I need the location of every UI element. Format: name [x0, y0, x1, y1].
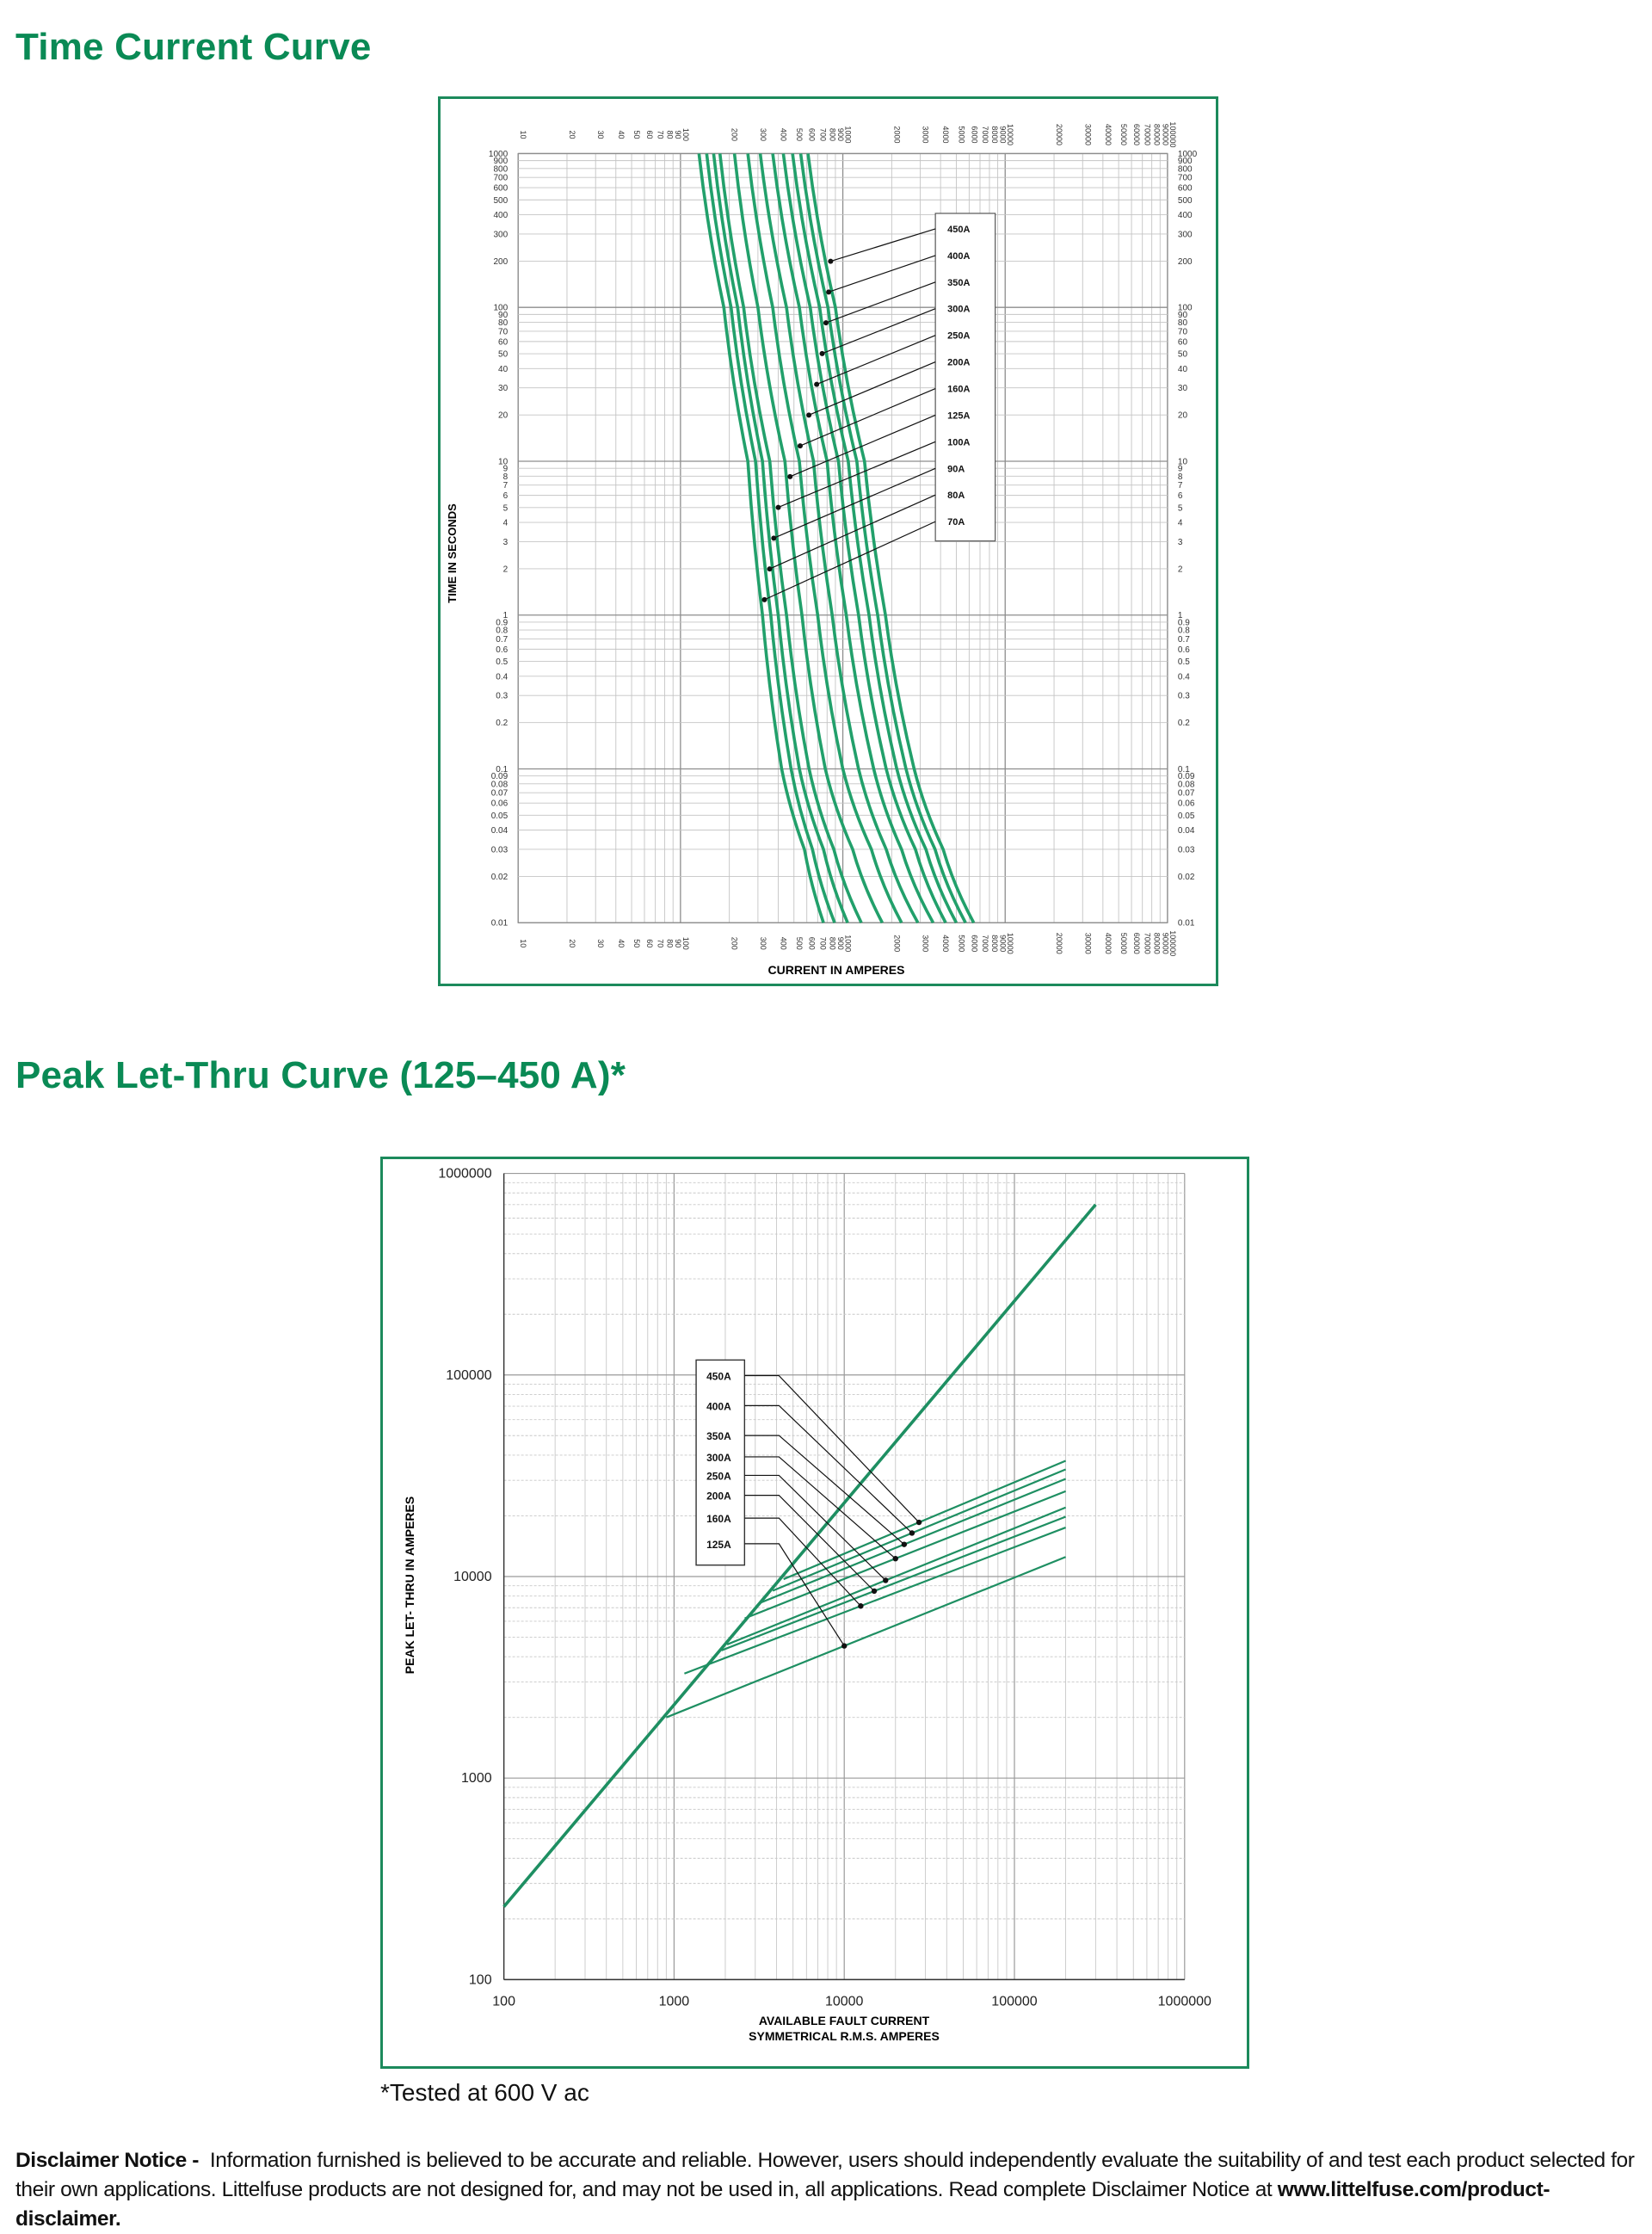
chart1-x-tick-label-top: 50: [632, 130, 642, 139]
chart1-legend-arrowhead-400A: [826, 289, 831, 294]
chart1-x-tick-label-top: 500: [794, 127, 804, 141]
chart1-legend-box: [935, 213, 996, 541]
chart2-legend-label-300A: 300A: [706, 1451, 731, 1464]
chart1-x-tick-label-top: 900: [835, 127, 845, 141]
disclaimer-label: Disclaimer Notice -: [15, 2149, 199, 2172]
chart1-x-tick-label-bottom: 500: [794, 936, 804, 950]
chart1-y-tick-label-right: 0.01: [1177, 918, 1195, 929]
chart1-x-tick-label-top: 100000: [1168, 121, 1177, 148]
chart1-y-tick-label-left: 2: [502, 565, 509, 575]
chart2-legend: [696, 1360, 922, 1648]
chart1-legend-arrowhead-250A: [814, 382, 819, 387]
chart2-legend-arrowhead-450A: [916, 1520, 922, 1525]
chart2-legend-arrow-450A: [744, 1376, 919, 1522]
chart2-x-tick-label: 10000: [824, 1994, 864, 2009]
chart1-legend-arrowhead-300A: [820, 351, 825, 356]
chart1-y-tick-label-left: 3: [502, 537, 509, 547]
chart1-y-tick-label-right: 0.09: [1177, 772, 1195, 782]
chart2-x-axis-label-line1: AVAILABLE FAULT CURRENT: [758, 2014, 930, 2027]
chart1-x-tick-label-top: 300: [758, 127, 767, 141]
chart1-x-tick-label-bottom: 7000: [981, 935, 990, 953]
chart1-y-tick-label-left: 40: [498, 364, 509, 374]
chart1-x-tick-label-bottom: 300: [758, 936, 767, 950]
chart1-legend-arrowhead-200A: [806, 412, 811, 417]
chart1-x-tick-label-bottom: 3000: [921, 935, 930, 953]
chart1-x-tick-label-top: 10: [519, 130, 528, 139]
chart1-legend-label-300A: 300A: [947, 304, 971, 315]
chart1-y-tick-label-right: 2: [1177, 565, 1183, 575]
chart1-y-tick-label-left: 0.09: [490, 772, 509, 782]
chart1-y-tick-label-left: 4: [502, 518, 509, 528]
chart1-y-tick-label-right: 0.9: [1177, 618, 1190, 628]
chart1-y-tick-label-left: 0.06: [490, 799, 509, 809]
chart1-y-tick-label-right: 1: [1177, 611, 1183, 621]
chart1-y-tick-label-left: 60: [498, 337, 509, 348]
chart1-y-tick-label-right: 80: [1177, 318, 1188, 329]
chart1-y-tick-label-left: 6: [502, 491, 509, 502]
chart1-y-tick-label-right: 100: [1177, 303, 1193, 313]
chart1-x-tick-label-bottom: 100000: [1168, 930, 1177, 957]
chart2-x-tick-label: 100: [492, 1994, 515, 2009]
chart1-y-tick-label-left: 8: [502, 472, 509, 482]
chart1-x-tick-label-bottom: 80000: [1152, 932, 1162, 954]
chart2-x-axis-label: [749, 2014, 940, 2043]
chart1-y-tick-label-left: 0.07: [490, 788, 509, 799]
chart2-x-tick-label: 100000: [991, 1994, 1038, 2009]
time-current-chart: [441, 99, 1216, 984]
chart1-x-tick-label-bottom: 30000: [1083, 932, 1093, 954]
chart1-x-tick-label-top: 5000: [957, 126, 966, 144]
chart1-y-tick-label-left: 10: [498, 457, 509, 467]
chart1-y-tick-label-left: 600: [493, 183, 509, 194]
chart2-legend-arrow-400A: [744, 1405, 912, 1533]
chart1-x-tick-label-bottom: 60: [645, 939, 655, 948]
chart1-legend-label-250A: 250A: [947, 330, 971, 342]
chart1-y-tick-label-left: 0.3: [496, 691, 509, 701]
chart1-y-tick-label-left: 900: [493, 157, 509, 167]
chart1-legend-arrowhead-450A: [828, 259, 833, 264]
chart1-x-tick-label-bottom: 10000: [1006, 932, 1015, 954]
chart2-y-tick-label: 100000: [446, 1367, 492, 1383]
chart1-y-tick-label-right: 0.7: [1177, 634, 1190, 645]
time-current-curve-title: Time Current Curve: [15, 26, 372, 68]
chart1-x-tick-label-bottom: 30: [596, 939, 606, 948]
chart1-y-tick-label-right: 0.08: [1177, 780, 1195, 790]
chart1-y-tick-label-left: 200: [493, 256, 509, 267]
chart1-y-axis-label: TIME IN SECONDS: [446, 503, 459, 603]
chart1-y-tick-label-right: 3: [1177, 537, 1183, 547]
chart1-x-axis-label: CURRENT IN AMPERES: [767, 963, 905, 977]
chart1-y-tick-label-left: 0.9: [496, 618, 509, 628]
chart1-legend-label-400A: 400A: [947, 250, 971, 262]
chart1-y-tick-label-left: 5: [502, 503, 509, 514]
chart1-x-tick-label-bottom: 10: [519, 939, 528, 948]
chart1-x-tick-label-bottom: 80: [665, 939, 675, 948]
chart1-x-tick-label-top: 2000: [892, 126, 902, 144]
chart1-legend-label-160A: 160A: [947, 384, 971, 395]
chart2-y-tick-label: 1000: [461, 1771, 492, 1787]
chart1-legend-arrowhead-80A: [767, 566, 773, 571]
chart1-legend-label-200A: 200A: [947, 357, 971, 368]
chart1-x-tick-label-top: 50000: [1119, 123, 1129, 145]
chart1-x-tick-label-top: 9000: [998, 126, 1008, 144]
chart1-x-tick-label-top: 60000: [1132, 123, 1142, 145]
chart1-y-tick-label-right: 8: [1177, 472, 1183, 482]
chart1-y-tick-label-left: 0.04: [490, 826, 509, 836]
chart1-x-tick-label-top: 100: [681, 127, 690, 141]
chart1-legend-label-125A: 125A: [947, 410, 971, 422]
chart1-x-tick-label-bottom: 60000: [1132, 932, 1142, 954]
chart1-legend-label-100A: 100A: [947, 437, 971, 448]
chart1-y-tick-label-left: 0.4: [496, 672, 509, 682]
chart1-x-tick-label-top: 3000: [921, 126, 930, 144]
chart1-y-tick-label-right: 0.6: [1177, 645, 1190, 655]
chart1-x-tick-label-top: 10000: [1006, 123, 1015, 145]
chart1-x-tick-label-bottom: 400: [779, 936, 788, 950]
chart1-y-tick-label-left: 800: [493, 164, 509, 175]
chart1-y-tick-label-left: 0.7: [496, 634, 509, 645]
chart1-x-tick-label-bottom: 6000: [970, 935, 979, 953]
chart1-y-tick-label-left: 0.05: [490, 811, 509, 821]
chart1-x-tick-label-bottom: 8000: [989, 935, 999, 953]
chart1-x-tick-label-bottom: 40: [616, 939, 626, 948]
chart1-y-tick-label-right: 0.5: [1177, 657, 1190, 668]
chart2-legend-arrowhead-200A: [872, 1589, 877, 1594]
chart1-x-tick-label-bottom: 800: [828, 936, 837, 950]
chart1-y-tick-label-right: 500: [1177, 195, 1193, 206]
chart1-y-tick-label-right: 1000: [1177, 149, 1198, 159]
chart1-legend-arrowhead-90A: [771, 535, 776, 540]
chart1-y-tick-label-right: 400: [1177, 211, 1193, 221]
footnote: *Tested at 600 V ac: [380, 2079, 589, 2106]
chart1-x-tick-label-top: 4000: [941, 126, 951, 144]
chart2-y-tick-label: 100: [468, 1972, 492, 1988]
chart1-y-tick-label-left: 0.2: [496, 719, 509, 729]
chart1-y-tick-label-right: 700: [1177, 173, 1193, 183]
chart1-y-tick-label-right: 0.2: [1177, 719, 1190, 729]
chart2-legend-arrow-250A: [744, 1475, 885, 1580]
chart1-x-tick-label-bottom: 2000: [892, 935, 902, 953]
chart1-x-tick-label-bottom: 9000: [998, 935, 1008, 953]
disclaimer-link[interactable]: www.littelfuse.com/product-disclaimer.: [15, 2178, 1550, 2231]
chart1-x-tick-label-bottom: 4000: [941, 935, 951, 953]
chart2-series-450A: [784, 1461, 1066, 1580]
chart1-y-tick-label-right: 0.3: [1177, 691, 1190, 701]
chart2-grid: [504, 1174, 1185, 1980]
chart1-y-tick-label-left: 30: [498, 384, 509, 394]
peak-let-thru-chart: [383, 1159, 1247, 2066]
chart2-x-tick-label: 1000000: [1157, 1994, 1211, 2009]
chart1-x-tick-label-top: 90000: [1161, 123, 1170, 145]
chart1-y-tick-label-left: 0.02: [490, 872, 509, 882]
chart2-legend-label-125A: 125A: [706, 1538, 731, 1551]
chart1-x-tick-label-top: 800: [828, 127, 837, 141]
chart1-x-tick-label-top: 700: [818, 127, 828, 141]
chart1-y-tick-label-left: 1: [502, 611, 509, 621]
chart1-y-tick-label-right: 900: [1177, 157, 1193, 167]
chart1-x-tick-label-top: 6000: [970, 126, 979, 144]
chart2-legend-label-250A: 250A: [706, 1470, 731, 1483]
chart1-x-tick-label-top: 80: [665, 130, 675, 139]
chart1-y-tick-label-right: 300: [1177, 230, 1193, 240]
chart1-y-tick-label-right: 200: [1177, 256, 1193, 267]
chart2-y-tick-label: 1000000: [438, 1166, 492, 1182]
chart1-x-tick-label-top: 40000: [1103, 123, 1113, 145]
chart1-x-tick-label-top: 600: [807, 127, 817, 141]
chart1-y-tick-label-right: 40: [1177, 364, 1188, 374]
chart1-y-tick-label-right: 10: [1177, 457, 1188, 467]
chart1-y-tick-label-left: 0.1: [496, 764, 509, 774]
chart1-y-tick-label-right: 4: [1177, 518, 1183, 528]
chart1-legend-arrowhead-100A: [776, 505, 781, 510]
disclaimer-text: Information furnished is believed to be accurate and reliable. However, users should independently evaluate the suitability of and test each product selected for their own applications. Littelfuse products are not designed for, and may not be used in, all applications. Read complete Disclaimer Notice at: [15, 2149, 1635, 2201]
peak-let-thru-chart-frame: [380, 1157, 1249, 2069]
chart1-y-tick-label-right: 30: [1177, 384, 1188, 394]
chart1-x-tick-label-bottom: 20000: [1055, 932, 1064, 954]
chart1-x-tick-label-top: 40: [616, 130, 626, 139]
chart1-x-tick-label-bottom: 1000: [843, 935, 853, 953]
chart1-y-tick-label-left: 0.6: [496, 645, 509, 655]
chart1-y-tick-label-right: 70: [1177, 327, 1188, 337]
chart1-legend-arrowhead-125A: [787, 474, 792, 479]
chart1-legend-arrowhead-350A: [823, 320, 829, 325]
chart1-x-tick-label-bottom: 70: [656, 939, 665, 948]
chart1-x-tick-label-top: 20000: [1055, 123, 1064, 145]
chart1-y-tick-label-left: 70: [498, 327, 509, 337]
chart1-x-tick-label-top: 7000: [981, 126, 990, 144]
chart2-legend-arrowhead-400A: [909, 1530, 915, 1535]
chart1-y-tick-label-left: 100: [493, 303, 509, 313]
chart2-x-axis-label-line2: SYMMETRICAL R.M.S. AMPERES: [749, 2029, 940, 2043]
chart1-y-tick-label-left: 90: [498, 310, 509, 320]
chart1-x-tick-label-top: 20: [567, 130, 576, 139]
chart2-legend-arrowhead-125A: [841, 1643, 847, 1648]
chart1-y-tick-label-right: 6: [1177, 491, 1183, 502]
chart1-y-tick-label-left: 0.01: [490, 918, 509, 929]
chart1-x-tick-label-bottom: 50000: [1119, 932, 1129, 954]
chart1-y-tick-label-right: 0.04: [1177, 826, 1195, 836]
chart1-legend-label-450A: 450A: [947, 224, 971, 235]
chart1-x-tick-label-top: 70: [656, 130, 665, 139]
chart1-y-tick-label-left: 9: [502, 464, 509, 474]
chart1-y-tick-label-left: 1000: [488, 149, 509, 159]
peak-let-thru-title: Peak Let-Thru Curve (125–450 A)*: [15, 1054, 626, 1096]
chart1-x-tick-label-bottom: 40000: [1103, 932, 1113, 954]
chart1-x-tick-label-top: 80000: [1152, 123, 1162, 145]
chart1-y-tick-label-left: 0.5: [496, 657, 509, 668]
chart1-y-tick-label-left: 400: [493, 211, 509, 221]
chart1-x-tick-label-bottom: 600: [807, 936, 817, 950]
chart1-y-tick-label-right: 60: [1177, 337, 1188, 348]
chart1-x-tick-label-top: 30: [596, 130, 606, 139]
chart1-y-tick-label-left: 300: [493, 230, 509, 240]
chart1-y-tick-label-right: 600: [1177, 183, 1193, 194]
chart2-series-400A: [773, 1469, 1065, 1590]
chart1-legend-label-90A: 90A: [947, 464, 965, 475]
chart1-x-tick-label-bottom: 50: [632, 939, 642, 948]
chart1-x-tick-label-top: 8000: [989, 126, 999, 144]
chart2-legend-arrowhead-300A: [893, 1556, 898, 1561]
chart2-x-tick-label: 1000: [658, 1994, 690, 2009]
chart1-y-tick-label-left: 80: [498, 318, 509, 329]
chart1-y-tick-label-right: 90: [1177, 310, 1188, 320]
chart1-legend-label-70A: 70A: [947, 517, 965, 528]
chart2-legend-label-450A: 450A: [706, 1370, 731, 1383]
chart1-y-tick-label-left: 0.03: [490, 845, 509, 855]
chart1-y-tick-label-right: 0.4: [1177, 672, 1190, 682]
chart2-legend-label-350A: 350A: [706, 1430, 731, 1443]
chart1-y-tick-label-right: 7: [1177, 481, 1183, 491]
chart1-x-tick-label-bottom: 5000: [957, 935, 966, 953]
chart1-x-tick-label-bottom: 90: [674, 939, 683, 948]
chart1-y-tick-label-right: 20: [1177, 410, 1188, 421]
chart2-series-125A: [666, 1557, 1065, 1717]
chart1-y-tick-label-right: 5: [1177, 503, 1183, 514]
chart1-x-tick-label-bottom: 900: [835, 936, 845, 950]
chart1-legend-label-350A: 350A: [947, 277, 971, 288]
chart2-legend-label-200A: 200A: [706, 1490, 731, 1503]
disclaimer-notice: [15, 2146, 1646, 2234]
chart2-legend-arrowhead-250A: [883, 1577, 888, 1583]
chart1-x-tick-label-top: 1000: [843, 126, 853, 144]
chart1-y-tick-label-right: 0.07: [1177, 788, 1195, 799]
chart1-y-tick-label-right: 50: [1177, 349, 1188, 360]
chart1-x-tick-label-top: 400: [779, 127, 788, 141]
chart1-x-tick-label-bottom: 200: [730, 936, 739, 950]
chart1-x-tick-label-bottom: 90000: [1161, 932, 1170, 954]
chart2-legend-arrowhead-160A: [858, 1603, 863, 1608]
chart2-series-350A: [760, 1479, 1065, 1603]
chart1-x-tick-label-top: 60: [645, 130, 655, 139]
chart1-y-tick-label-left: 20: [498, 410, 509, 421]
chart1-y-tick-label-left: 50: [498, 349, 509, 360]
chart1-y-tick-label-left: 700: [493, 173, 509, 183]
chart1-y-tick-label-left: 500: [493, 195, 509, 206]
chart1-x-tick-label-top: 30000: [1083, 123, 1093, 145]
chart1-x-tick-label-top: 90: [674, 130, 683, 139]
chart1-legend-arrowhead-160A: [798, 443, 803, 448]
chart1-x-tick-label-bottom: 20: [567, 939, 576, 948]
chart1-grid: [518, 153, 1168, 923]
chart1-y-tick-label-right: 0.05: [1177, 811, 1195, 821]
chart1-y-tick-label-right: 0.03: [1177, 845, 1195, 855]
chart1-x-tick-label-bottom: 100: [681, 936, 690, 950]
chart1-y-tick-label-right: 0.1: [1177, 764, 1190, 774]
chart1-y-tick-label-left: 0.08: [490, 780, 509, 790]
chart2-y-axis-label: PEAK LET- THRU IN AMPERES: [403, 1496, 416, 1675]
chart2-legend-label-160A: 160A: [706, 1513, 731, 1526]
time-current-chart-frame: [438, 96, 1218, 986]
chart1-y-tick-label-left: 7: [502, 481, 509, 491]
chart1-x-tick-label-bottom: 700: [818, 936, 828, 950]
chart1-y-tick-label-right: 9: [1177, 464, 1183, 474]
chart2-legend-label-400A: 400A: [706, 1400, 731, 1413]
chart1-legend-arrowhead-70A: [761, 597, 767, 602]
chart1-y-tick-label-left: 0.8: [496, 626, 509, 636]
chart1-legend-label-80A: 80A: [947, 491, 965, 502]
chart1-y-tick-label-right: 0.02: [1177, 872, 1195, 882]
chart1-y-tick-label-right: 0.8: [1177, 626, 1190, 636]
chart2-legend-arrowhead-350A: [902, 1541, 907, 1546]
chart1-x-tick-label-top: 70000: [1143, 123, 1152, 145]
chart1-x-tick-label-bottom: 70000: [1143, 932, 1152, 954]
chart1-x-tick-label-top: 200: [730, 127, 739, 141]
chart1-y-tick-label-right: 0.06: [1177, 799, 1195, 809]
chart1-y-tick-label-right: 800: [1177, 164, 1193, 175]
chart2-y-tick-label: 10000: [453, 1569, 492, 1584]
